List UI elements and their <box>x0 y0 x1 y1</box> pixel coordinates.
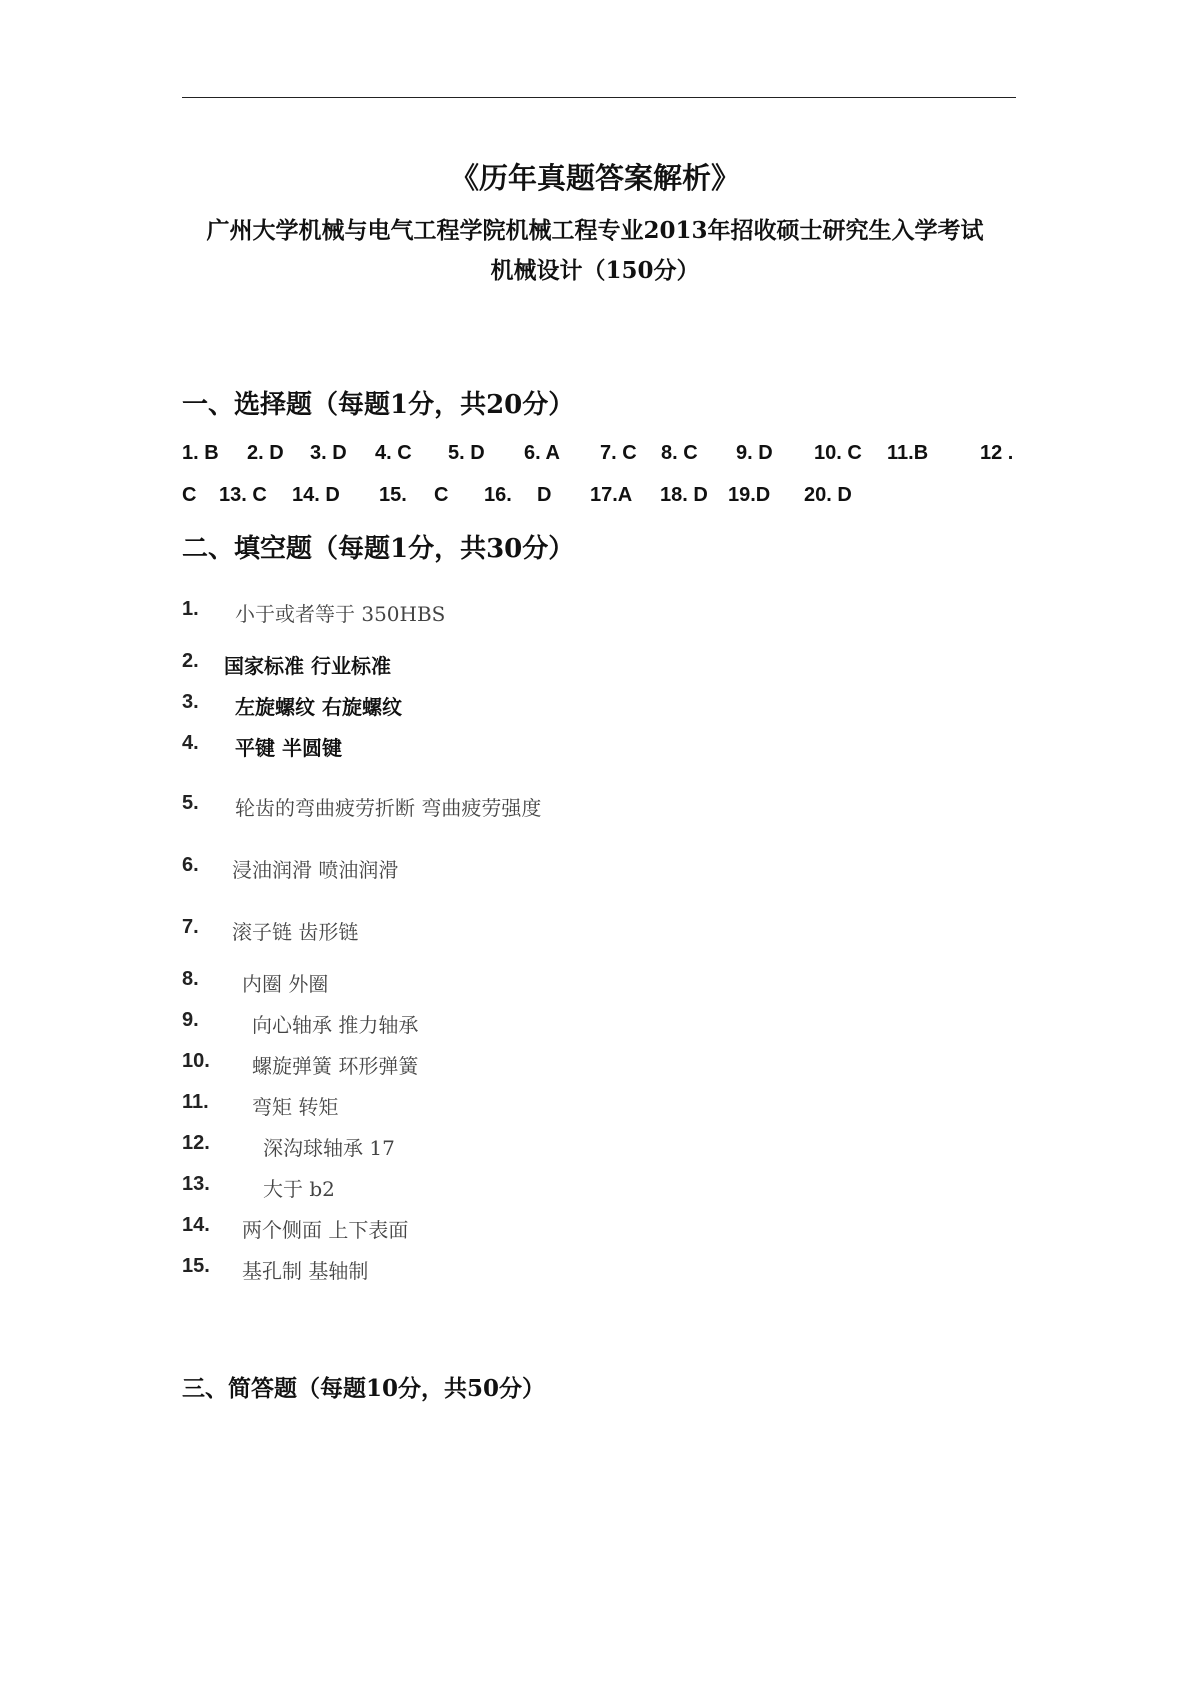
item-answer: 基孔制 基轴制 <box>242 1259 369 1283</box>
choice-answer: 7. C <box>600 442 637 464</box>
item-answer: 国家标准 行业标准 <box>224 654 391 678</box>
item-number: 10. <box>182 1050 210 1072</box>
choice-answer: 4. C <box>375 442 412 464</box>
choice-answer: 14. D <box>292 484 340 506</box>
item-answer: 弯矩 转矩 <box>252 1095 339 1119</box>
section-heading-choice: 一、选择题（每题1分，共20分） <box>182 390 575 420</box>
item-number: 6. <box>182 854 199 876</box>
choice-answer: 3. D <box>310 442 347 464</box>
item-answer: 内圈 外圈 <box>242 972 329 996</box>
document-subtitle: 广州大学机械与电气工程学院机械工程专业2013年招收硕士研究生入学考试 <box>206 217 984 244</box>
section-heading-fill: 二、填空题（每题1分，共30分） <box>182 534 575 564</box>
item-answer: 浸油润滑 喷油润滑 <box>232 858 399 882</box>
item-answer: 平键 半圆键 <box>235 736 342 760</box>
item-number: 8. <box>182 968 199 990</box>
choice-answer: 9. D <box>736 442 773 464</box>
item-number: 5. <box>182 792 199 814</box>
item-answer: 螺旋弹簧 环形弹簧 <box>252 1054 419 1078</box>
item-number: 3. <box>182 691 199 713</box>
choice-answers-row-1 <box>182 442 1016 472</box>
item-answer: 小于或者等于 350HBS <box>235 602 446 626</box>
choice-answer: 20. D <box>804 484 852 506</box>
choice-answer: 13. C <box>219 484 267 506</box>
choice-answer: 19.D <box>728 484 771 506</box>
item-number: 12. <box>182 1132 210 1154</box>
item-answer: 大于 b2 <box>263 1177 335 1201</box>
choice-answer: 18. D <box>660 484 708 506</box>
item-number: 13. <box>182 1173 210 1195</box>
choice-answer: C <box>182 484 197 506</box>
item-number: 4. <box>182 732 199 754</box>
choice-answer: 2. D <box>247 442 284 464</box>
choice-answer: 6. A <box>524 442 560 464</box>
choice-answer: 5. D <box>448 442 485 464</box>
item-answer: 滚子链 齿形链 <box>232 920 359 944</box>
choice-answer: 16. <box>484 484 512 506</box>
item-answer: 向心轴承 推力轴承 <box>252 1013 419 1037</box>
item-number: 1. <box>182 598 199 620</box>
item-number: 11. <box>182 1091 209 1113</box>
choice-answer: 10. C <box>814 442 862 464</box>
item-number: 9. <box>182 1009 199 1031</box>
choice-answer: D <box>537 484 552 506</box>
item-answer: 两个侧面 上下表面 <box>242 1218 409 1242</box>
header-rule <box>182 97 1016 98</box>
choice-answer: C <box>434 484 449 506</box>
exam-name: 机械设计（150分） <box>490 257 700 284</box>
choice-answer: 15. <box>379 484 407 506</box>
choice-answers-row-2 <box>182 484 1016 514</box>
item-answer: 左旋螺纹 右旋螺纹 <box>235 695 402 719</box>
choice-answer: 11.B <box>887 442 929 464</box>
choice-answer: 17.A <box>590 484 633 506</box>
item-answer: 深沟球轴承 17 <box>263 1136 395 1160</box>
item-number: 14. <box>182 1214 210 1236</box>
choice-answer: 8. C <box>661 442 698 464</box>
choice-answer: 12 . <box>980 442 1014 464</box>
item-number: 2. <box>182 650 199 672</box>
item-answer: 轮齿的弯曲疲劳折断 弯曲疲劳强度 <box>235 796 542 820</box>
item-number: 7. <box>182 916 199 938</box>
choice-answer: 1. B <box>182 442 219 464</box>
item-number: 15. <box>182 1255 210 1277</box>
document-title: 《历年真题答案解析》 <box>449 161 740 195</box>
section-heading-short-answer: 三、简答题（每题10分，共50分） <box>182 1375 546 1402</box>
